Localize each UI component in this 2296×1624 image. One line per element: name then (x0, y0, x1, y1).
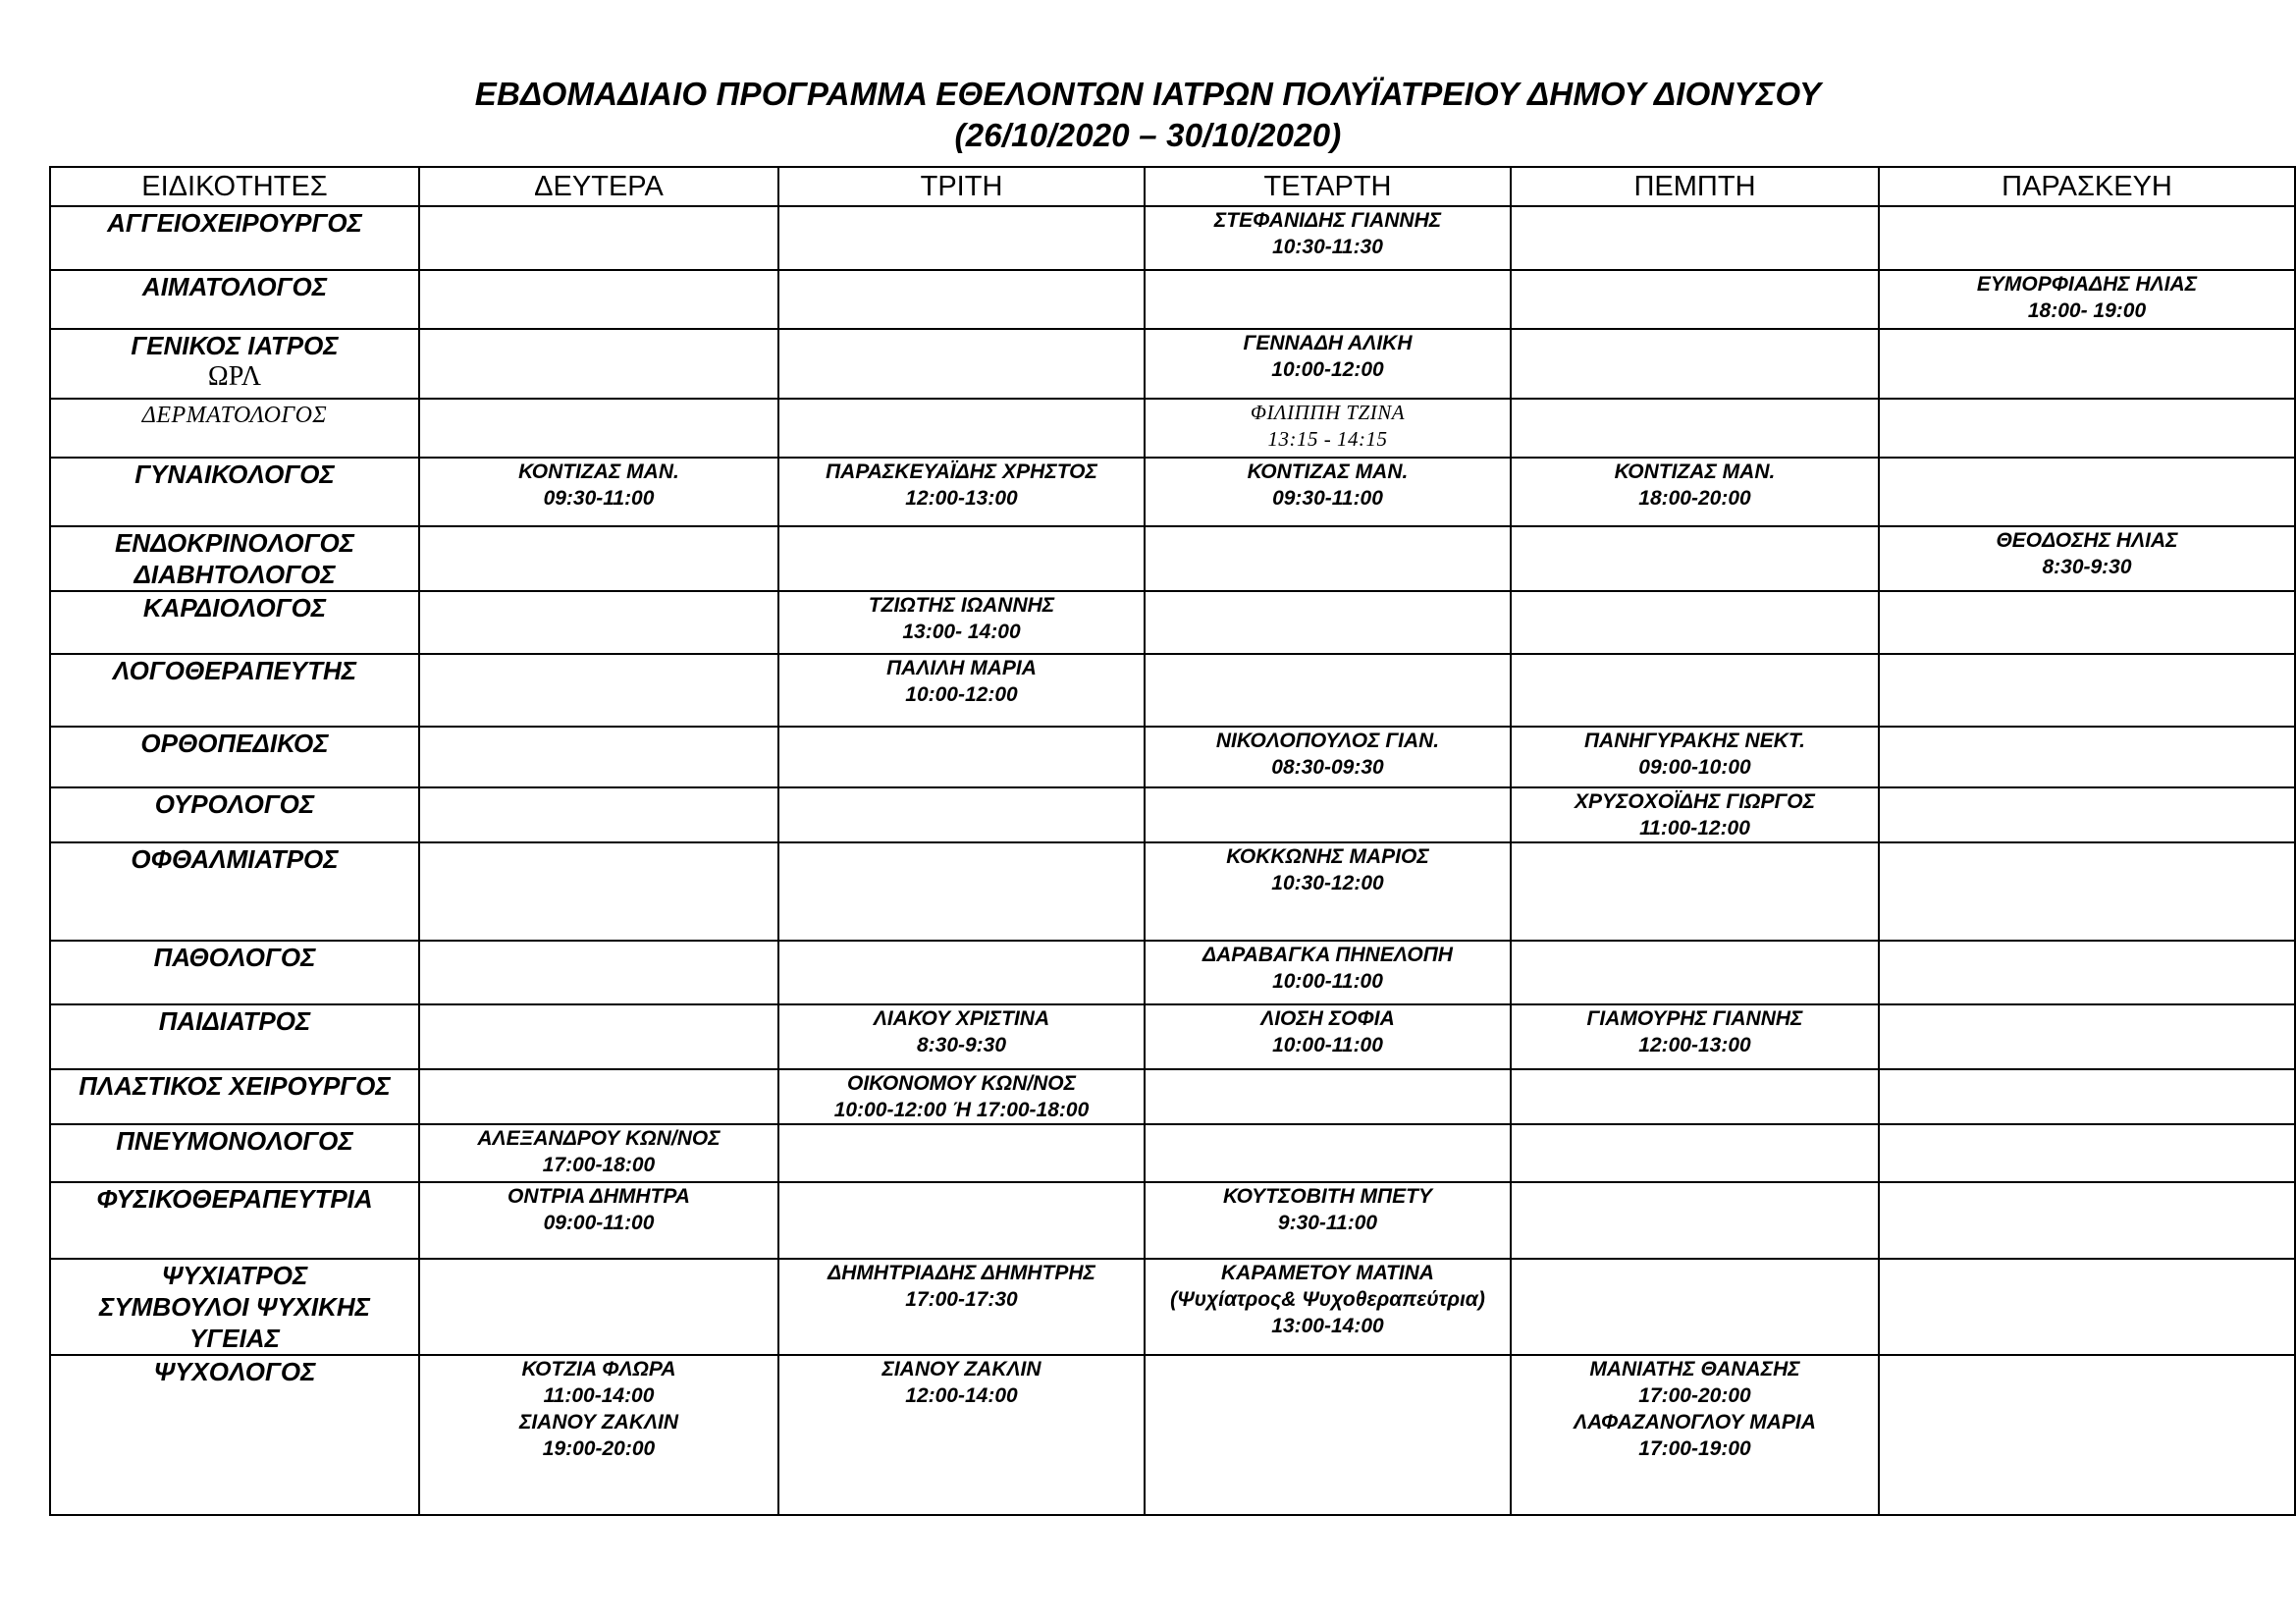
specialty-label: ΓΕΝΙΚΟΣ ΙΑΤΡΟΣ (131, 331, 339, 360)
schedule-entry: ΠΑΡΑΣΚΕΥΑΪΔΗΣ ΧΡΗΣΤΟΣ (826, 460, 1097, 483)
schedule-entry: 09:30-11:00 (1272, 487, 1383, 510)
schedule-entry: 12:00-14:00 (905, 1384, 1018, 1407)
schedule-entry: ΕΥΜΟΡΦΙΑΔΗΣ ΗΛΙΑΣ (1976, 273, 2198, 296)
schedule-entry: 17:00-18:00 (542, 1154, 656, 1176)
schedule-entry: ΝΙΚΟΛΟΠΟΥΛΟΣ ΓΙΑΝ. (1215, 730, 1440, 752)
schedule-cell (1511, 206, 1879, 270)
specialty-cell (50, 842, 419, 941)
schedule-cell (778, 526, 1145, 591)
specialty-label: ΥΓΕΙΑΣ (189, 1324, 280, 1353)
specialty-cell (50, 1004, 419, 1069)
specialty-label: ΛΟΓΟΘΕΡΑΠΕΥΤΗΣ (112, 656, 357, 685)
specialty-label: ΚΑΡΔΙΟΛΟΓΟΣ (142, 593, 327, 623)
schedule-entry: 19:00-20:00 (542, 1437, 656, 1460)
schedule-cell (419, 329, 778, 399)
schedule-entry: 09:00-11:00 (543, 1212, 655, 1234)
schedule-entry: 10:30-12:00 (1271, 872, 1384, 894)
schedule-cell (778, 1259, 1145, 1355)
schedule-entry: ΚΟΝΤΙΖΑΣ ΜΑΝ. (1247, 460, 1409, 483)
schedule-cell (778, 654, 1145, 727)
schedule-entry: 10:00-12:00 (905, 683, 1018, 706)
schedule-entry: 18:00- 19:00 (2027, 299, 2147, 322)
schedule-entry: 10:00-11:00 (1272, 1034, 1383, 1056)
specialty-cell (50, 526, 419, 591)
table-row (50, 1259, 2295, 1355)
schedule-entry: 09:00-10:00 (1638, 756, 1751, 779)
schedule-entry: 12:00-13:00 (905, 487, 1018, 510)
specialty-label: ΑΓΓΕΙΟΧΕΙΡΟΥΡΓΟΣ (107, 208, 362, 238)
schedule-cell (1511, 1124, 1879, 1182)
specialty-label: ΠΛΑΣΤΙΚΟΣ ΧΕΙΡΟΥΡΓΟΣ (79, 1071, 391, 1101)
schedule-cell (1511, 1069, 1879, 1124)
schedule-entry: (Ψυχίατρος& Ψυχοθεραπεύτρια) (1170, 1288, 1485, 1311)
specialty-label: ΑΙΜΑΤΟΛΟΓΟΣ (141, 272, 328, 301)
table-row (50, 206, 2295, 270)
schedule-cell (1879, 1259, 2295, 1355)
schedule-entry: 8:30-9:30 (916, 1034, 1007, 1056)
header-tuesday: ΤΡΙΤΗ (778, 167, 1145, 206)
header-wednesday: ΤΕΤΑΡΤΗ (1145, 167, 1511, 206)
schedule-entry: 13:00-14:00 (1271, 1315, 1384, 1337)
schedule-cell (419, 727, 778, 787)
schedule-cell (1879, 941, 2295, 1004)
schedule-cell (419, 1124, 778, 1182)
schedule-cell (1145, 329, 1511, 399)
schedule-cell (1145, 654, 1511, 727)
schedule-entry: ΣΙΑΝΟΥ ΖΑΚΛΙΝ (518, 1411, 679, 1434)
table-row (50, 591, 2295, 654)
schedule-cell (1145, 270, 1511, 329)
schedule-entry: 13:00- 14:00 (902, 621, 1021, 643)
schedule-entry: ΛΙΑΚΟΥ ΧΡΙΣΤΙΝΑ (873, 1007, 1050, 1030)
schedule-entry: 11:00-12:00 (1639, 817, 1750, 839)
table-row (50, 329, 2295, 399)
table-row (50, 1355, 2295, 1515)
specialty-label: ΠΑΙΔΙΑΤΡΟΣ (158, 1006, 311, 1036)
specialty-label: ΠΝΕΥΜΟΝΟΛΟΓΟΣ (116, 1126, 353, 1156)
schedule-entry: 9:30-11:00 (1277, 1212, 1378, 1234)
specialty-cell (50, 1355, 419, 1515)
schedule-cell (1145, 458, 1511, 526)
schedule-cell (1879, 842, 2295, 941)
schedule-entry: ΠΑΝΗΓΥΡΑΚΗΣ ΝΕΚΤ. (1583, 730, 1805, 752)
schedule-cell (1879, 1355, 2295, 1515)
schedule-cell (778, 941, 1145, 1004)
schedule-cell (1879, 1069, 2295, 1124)
schedule-entry: ΣΤΕΦΑΝΙΔΗΣ ΓΙΑΝΝΗΣ (1213, 209, 1442, 232)
schedule-entry: ΚΟΝΤΙΖΑΣ ΜΑΝ. (1614, 460, 1776, 483)
schedule-cell (419, 1355, 778, 1515)
specialty-cell (50, 727, 419, 787)
schedule-cell (1145, 1124, 1511, 1182)
schedule-cell (1511, 270, 1879, 329)
date-range: (26/10/2020 – 30/10/2020) (954, 117, 1342, 153)
specialty-label: ΠΑΘΟΛΟΓΟΣ (153, 943, 316, 972)
specialty-cell (50, 206, 419, 270)
schedule-cell (1511, 1259, 1879, 1355)
header-row (50, 167, 2295, 206)
schedule-cell (1511, 458, 1879, 526)
schedule-cell (1879, 1004, 2295, 1069)
specialty-cell (50, 399, 419, 458)
schedule-entry: 17:00-20:00 (1638, 1384, 1751, 1407)
schedule-cell (419, 842, 778, 941)
schedule-cell (419, 526, 778, 591)
schedule-cell (778, 270, 1145, 329)
specialty-label: ΨΥΧΟΛΟΓΟΣ (153, 1357, 316, 1386)
schedule-entry: 17:00-19:00 (1638, 1437, 1751, 1460)
schedule-table (49, 166, 2296, 1516)
schedule-entry: ΘΕΟΔΟΣΗΣ ΗΛΙΑΣ (1996, 529, 2178, 552)
schedule-cell (419, 458, 778, 526)
schedule-cell (1145, 727, 1511, 787)
schedule-cell (1511, 399, 1879, 458)
specialty-cell (50, 1182, 419, 1259)
schedule-entry: ΣΙΑΝΟΥ ΖΑΚΛΙΝ (881, 1358, 1041, 1380)
schedule-cell (419, 1069, 778, 1124)
schedule-entry: ΚΟΝΤΙΖΑΣ ΜΑΝ. (518, 460, 679, 483)
schedule-entry: 17:00-17:30 (905, 1288, 1018, 1311)
schedule-cell (1511, 842, 1879, 941)
header-thursday: ΠΕΜΠΤΗ (1511, 167, 1879, 206)
schedule-entry: ΚΑΡΑΜΕΤΟΥ ΜΑΤΙΝΑ (1221, 1262, 1434, 1284)
schedule-cell (778, 1182, 1145, 1259)
specialty-label: ΔΕΡΜΑΤΟΛΟΓΟΣ (141, 403, 328, 428)
schedule-entry: ΔΗΜΗΤΡΙΑΔΗΣ ΔΗΜΗΤΡΗΣ (828, 1262, 1095, 1284)
schedule-cell (1145, 1069, 1511, 1124)
schedule-cell (1511, 654, 1879, 727)
header-specialties: ΕΙΔΙΚΟΤΗΤΕΣ (50, 167, 419, 206)
table-row (50, 941, 2295, 1004)
document-title: ΕΒΔΟΜΑΔΙΑΙΟ ΠΡΟΓΡΑΜΜΑ ΕΘΕΛΟΝΤΩΝ ΙΑΤΡΩΝ ΠΟΛΥΪΑΤΡΕΙΟΥ ΔΗΜΟΥ ΔΙΟΝΥΣΟΥ (474, 76, 1822, 112)
table-row (50, 270, 2295, 329)
specialty-cell (50, 329, 419, 399)
schedule-cell (1879, 526, 2295, 591)
schedule-cell (1879, 727, 2295, 787)
schedule-cell (419, 399, 778, 458)
schedule-entry: ΛΙΟΣΗ ΣΟΦΙΑ (1260, 1007, 1395, 1030)
specialty-cell (50, 654, 419, 727)
schedule-cell (778, 727, 1145, 787)
schedule-cell (1879, 206, 2295, 270)
schedule-entry: 08:30-09:30 (1271, 756, 1384, 779)
schedule-cell (419, 1004, 778, 1069)
schedule-cell (419, 941, 778, 1004)
schedule-cell (778, 1004, 1145, 1069)
specialty-cell (50, 1069, 419, 1124)
specialty-cell (50, 270, 419, 329)
schedule-cell (1145, 787, 1511, 842)
schedule-cell (778, 787, 1145, 842)
schedule-entry: ΠΑΛΙΛΗ ΜΑΡΙΑ (886, 657, 1037, 679)
schedule-cell (1511, 526, 1879, 591)
schedule-cell (778, 1124, 1145, 1182)
schedule-entry: 13:15 - 14:15 (1267, 427, 1388, 451)
schedule-cell (778, 329, 1145, 399)
schedule-entry: 11:00-14:00 (543, 1384, 655, 1407)
schedule-entry: ΟΝΤΡΙΑ ΔΗΜΗΤΡΑ (507, 1185, 690, 1208)
schedule-entry: ΑΛΕΞΑΝΔΡΟΥ ΚΩΝ/ΝΟΣ (477, 1127, 721, 1150)
schedule-entry: 10:00-11:00 (1272, 970, 1383, 993)
schedule-entry: ΔΑΡΑΒΑΓΚΑ ΠΗΝΕΛΟΠΗ (1202, 944, 1453, 966)
schedule-entry: ΓΕΝΝΑΔΗ ΑΛΙΚΗ (1243, 332, 1413, 354)
schedule-entry: 8:30-9:30 (2042, 556, 2132, 578)
schedule-entry: ΦΙΛΙΠΠΗ ΤΖΙΝΑ (1250, 401, 1406, 424)
schedule-cell (1511, 1004, 1879, 1069)
schedule-entry: ΚΟΚΚΩΝΗΣ ΜΑΡΙΟΣ (1226, 845, 1429, 868)
title-block (0, 74, 2296, 156)
schedule-cell (1145, 206, 1511, 270)
schedule-cell (1879, 654, 2295, 727)
schedule-cell (778, 1355, 1145, 1515)
schedule-cell (1145, 591, 1511, 654)
schedule-cell (419, 787, 778, 842)
specialty-cell (50, 458, 419, 526)
schedule-entry: 12:00-13:00 (1638, 1034, 1751, 1056)
specialty-cell (50, 591, 419, 654)
specialty-label: ΓΥΝΑΙΚΟΛΟΓΟΣ (134, 460, 335, 489)
table-row (50, 1069, 2295, 1124)
schedule-cell (1145, 1355, 1511, 1515)
schedule-cell (778, 842, 1145, 941)
schedule-cell (1145, 1004, 1511, 1069)
table-row (50, 1004, 2295, 1069)
schedule-body (50, 206, 2295, 1515)
schedule-cell (1879, 591, 2295, 654)
table-row (50, 526, 2295, 591)
schedule-cell (1145, 1259, 1511, 1355)
specialty-sub-label: ΩΡΛ (207, 361, 262, 392)
table-row (50, 842, 2295, 941)
schedule-entry: ΚΟΤΖΙΑ ΦΛΩΡΑ (521, 1358, 676, 1380)
specialty-label: ΔΙΑΒΗΤΟΛΟΓΟΣ (133, 560, 336, 589)
header-friday: ΠΑΡΑΣΚΕΥΗ (1879, 167, 2295, 206)
schedule-cell (778, 1069, 1145, 1124)
schedule-cell (1511, 591, 1879, 654)
schedule-cell (1145, 399, 1511, 458)
schedule-entry: ΚΟΥΤΣΟΒΙΤΗ ΜΠΕΤΥ (1223, 1185, 1432, 1208)
schedule-cell (419, 270, 778, 329)
schedule-cell (1511, 1182, 1879, 1259)
table-row (50, 727, 2295, 787)
specialty-label: ΣΥΜΒΟΥΛΟΙ ΨΥΧΙΚΗΣ (98, 1292, 371, 1322)
specialty-label: ΟΡΘΟΠΕΔΙΚΟΣ (140, 729, 329, 758)
table-row (50, 458, 2295, 526)
schedule-cell (778, 458, 1145, 526)
schedule-cell (1145, 526, 1511, 591)
schedule-entry: 09:30-11:00 (543, 487, 655, 510)
header-monday: ΔΕΥΤΕΡΑ (419, 167, 778, 206)
specialty-cell (50, 1259, 419, 1355)
schedule-cell (1879, 270, 2295, 329)
specialty-cell (50, 787, 419, 842)
specialty-label: ΦΥΣΙΚΟΘΕΡΑΠΕΥΤΡΙΑ (96, 1184, 373, 1214)
schedule-cell (419, 1259, 778, 1355)
schedule-cell (778, 399, 1145, 458)
schedule-cell (1879, 1124, 2295, 1182)
table-row (50, 787, 2295, 842)
schedule-entry: ΛΑΦΑΖΑΝΟΓΛΟΥ ΜΑΡΙΑ (1574, 1411, 1816, 1434)
schedule-cell (1145, 941, 1511, 1004)
schedule-entry: 10:00-12:00 (1271, 358, 1384, 381)
schedule-cell (419, 1182, 778, 1259)
schedule-cell (419, 591, 778, 654)
schedule-cell (1145, 842, 1511, 941)
schedule-entry: ΧΡΥΣΟΧΟΪΔΗΣ ΓΙΩΡΓΟΣ (1574, 790, 1815, 813)
table-row (50, 1124, 2295, 1182)
schedule-cell (1145, 1182, 1511, 1259)
schedule-cell (1879, 458, 2295, 526)
schedule-cell (1511, 727, 1879, 787)
schedule-cell (1879, 329, 2295, 399)
schedule-cell (1879, 1182, 2295, 1259)
table-row (50, 654, 2295, 727)
schedule-cell (778, 206, 1145, 270)
schedule-cell (1879, 399, 2295, 458)
schedule-cell (1511, 329, 1879, 399)
schedule-entry: ΓΙΑΜΟΥΡΗΣ ΓΙΑΝΝΗΣ (1586, 1007, 1803, 1030)
schedule-cell (1511, 1355, 1879, 1515)
schedule-entry: ΜΑΝΙΑΤΗΣ ΘΑΝΑΣΗΣ (1589, 1358, 1800, 1380)
schedule-entry: ΤΖΙΩΤΗΣ ΙΩΑΝΝΗΣ (868, 594, 1055, 617)
schedule-cell (1511, 941, 1879, 1004)
specialty-label: ΟΥΡΟΛΟΓΟΣ (154, 789, 315, 819)
schedule-entry: ΟΙΚΟΝΟΜΟΥ ΚΩΝ/ΝΟΣ (847, 1072, 1076, 1095)
schedule-entry: 10:00-12:00 Ή 17:00-18:00 (833, 1099, 1090, 1121)
specialty-label: ΟΦΘΑΛΜΙΑΤΡΟΣ (131, 844, 339, 874)
schedule-entry: 18:00-20:00 (1638, 487, 1751, 510)
specialty-cell (50, 941, 419, 1004)
schedule-cell (1879, 787, 2295, 842)
schedule-entry: 10:30-11:30 (1272, 236, 1383, 258)
table-row (50, 1182, 2295, 1259)
schedule-cell (778, 591, 1145, 654)
specialty-cell (50, 1124, 419, 1182)
table-row (50, 399, 2295, 458)
schedule-cell (419, 206, 778, 270)
specialty-label: ΕΝΔΟΚΡΙΝΟΛΟΓΟΣ (114, 528, 355, 558)
specialty-label: ΨΥΧΙΑΤΡΟΣ (161, 1261, 308, 1290)
schedule-cell (1511, 787, 1879, 842)
schedule-cell (419, 654, 778, 727)
